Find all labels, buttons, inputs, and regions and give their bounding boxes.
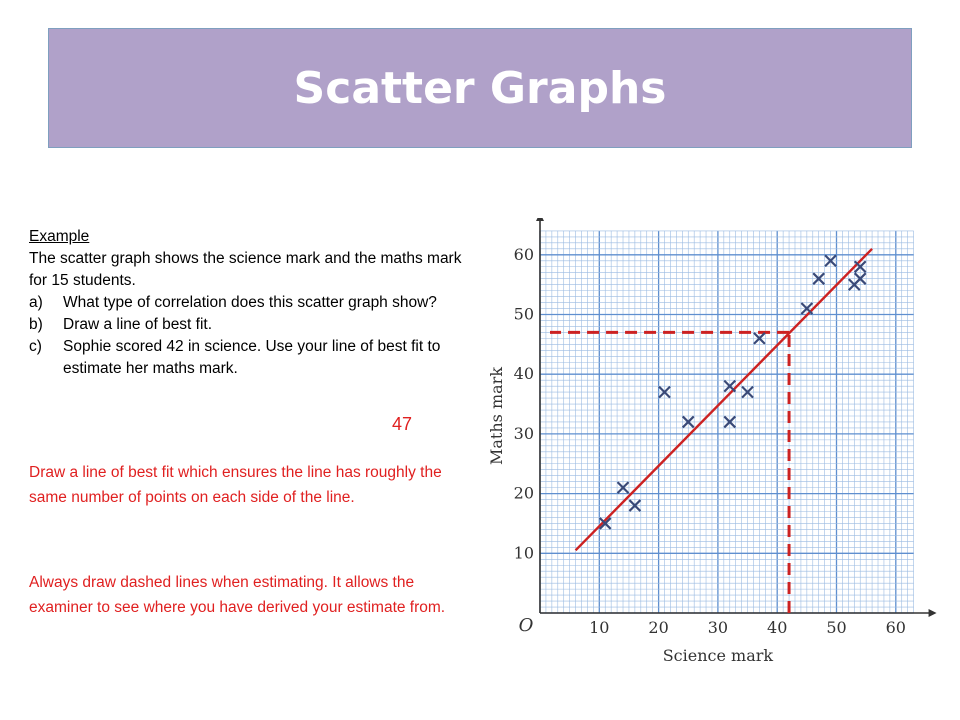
- x-tick-label: 10: [589, 618, 610, 637]
- origin-label: O: [518, 615, 534, 636]
- question-label: b): [29, 316, 43, 333]
- y-tick-label: 20: [513, 483, 534, 503]
- question-c: [29, 336, 469, 380]
- y-tick-label: 60: [513, 244, 534, 264]
- x-tick-label: 50: [826, 618, 847, 637]
- question-text: What type of correlation does this scatter graph show?: [63, 294, 437, 311]
- x-tick-label: 60: [885, 618, 906, 637]
- y-tick-label: 10: [513, 543, 534, 563]
- y-tick-label: 30: [513, 423, 534, 443]
- y-axis-arrow: [536, 218, 544, 221]
- question-label: c): [29, 338, 42, 355]
- y-axis-title: Maths mark: [487, 366, 506, 465]
- question-text: Draw a line of best fit.: [63, 316, 213, 333]
- x-tick-label: 30: [707, 618, 729, 637]
- chart-axes: [536, 218, 937, 617]
- example-heading: Example: [29, 228, 90, 245]
- dashed-line-tip: Always draw dashed lines when estimating. It allows the examiner to see where you have derived your estimate from.: [29, 574, 446, 616]
- scatter-chart: [480, 218, 960, 678]
- question-label: a): [29, 294, 43, 311]
- y-tick-label: 40: [513, 364, 534, 384]
- best-fit-tip: Draw a line of best fit which ensures the line has roughly the same number of points on each side of the line.: [29, 464, 442, 506]
- question-list: [29, 292, 469, 380]
- x-tick-label: 40: [767, 618, 788, 637]
- question-b: [29, 314, 469, 336]
- y-tick-label: 50: [513, 304, 534, 324]
- slide-title: Scatter Graphs: [293, 62, 667, 114]
- title-banner: [48, 28, 912, 148]
- example-text: [29, 226, 469, 380]
- x-axis-title: Science mark: [662, 646, 774, 665]
- example-intro: The scatter graph shows the science mark and the maths mark for 15 students.: [29, 250, 462, 289]
- question-a: [29, 292, 469, 314]
- x-tick-label: 20: [648, 618, 669, 637]
- estimate-answer: 47: [392, 414, 413, 434]
- question-text: Sophie scored 42 in science. Use your line of best fit to estimate her maths mark.: [63, 338, 441, 377]
- x-axis-arrow: [929, 609, 937, 617]
- axis-labels: [487, 245, 906, 665]
